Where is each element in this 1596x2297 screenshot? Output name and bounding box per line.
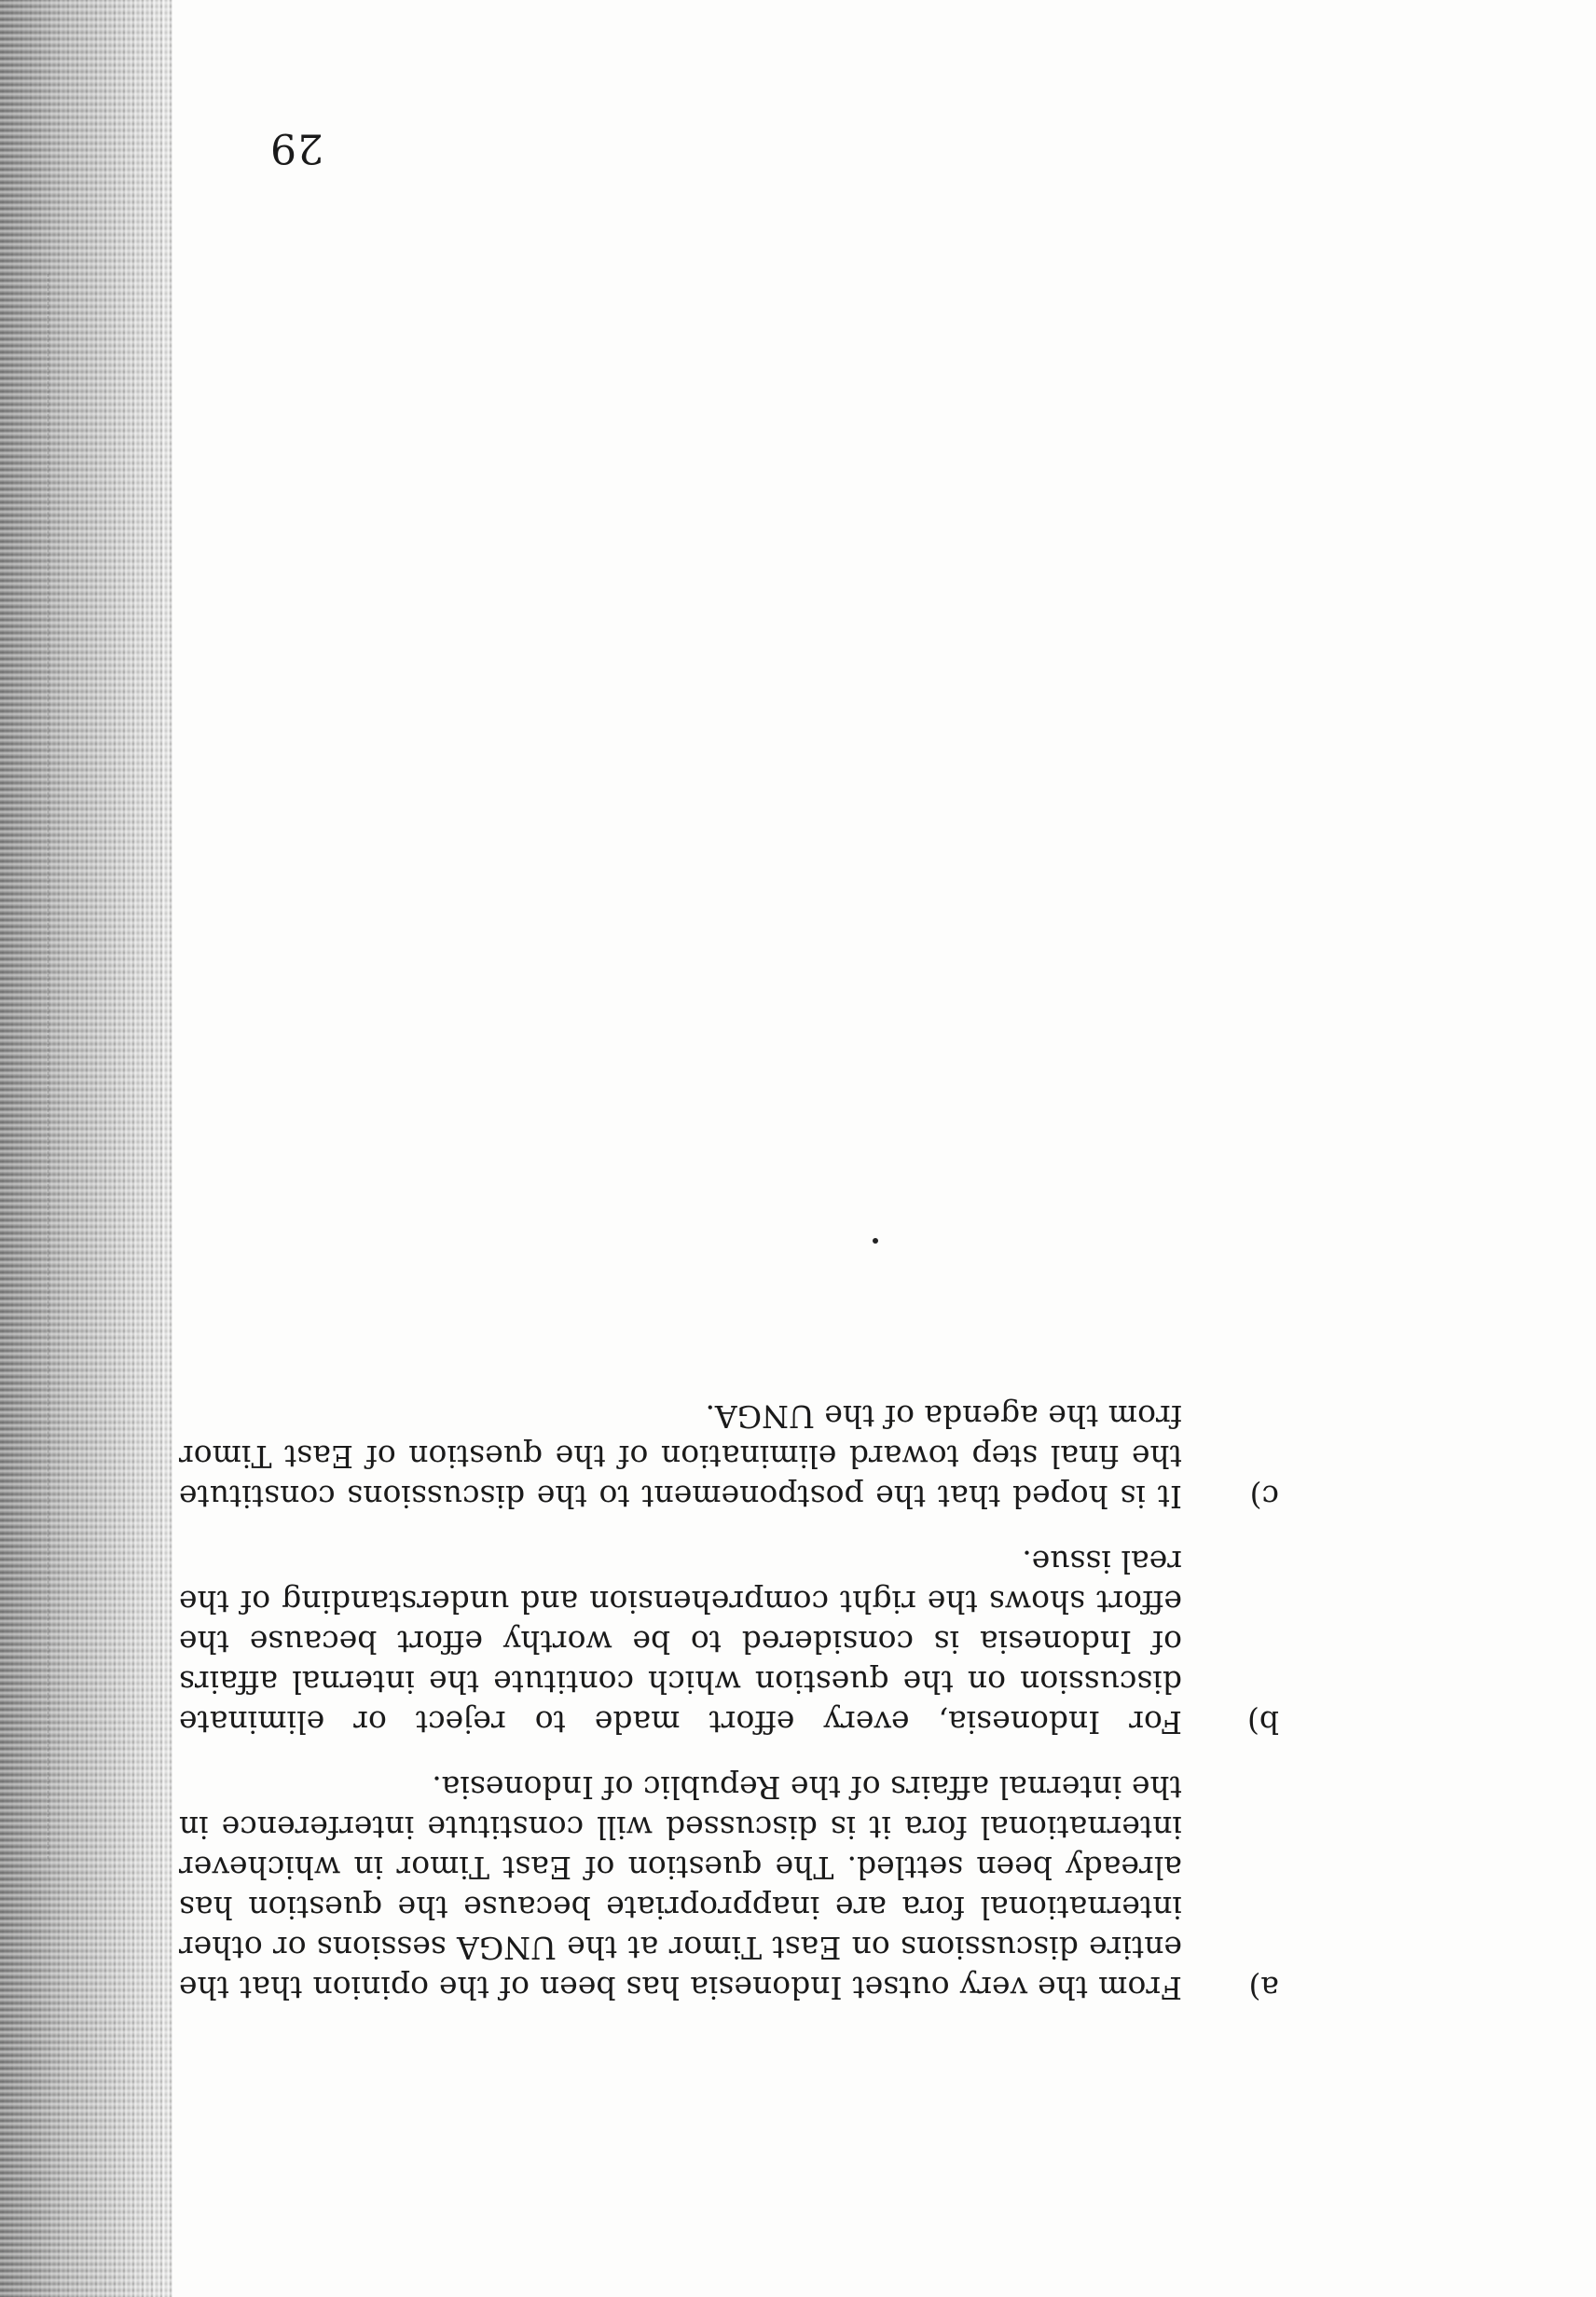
- page-number: 29: [269, 124, 323, 172]
- list-item-a: [179, 1767, 1279, 2008]
- list-marker: c): [1249, 1479, 1279, 1515]
- list-item-text: It is hoped that the postponement to the discussions constitute the final step toward elimination of the question of East Timor from the agenda of the UNGA.: [179, 1398, 1182, 1515]
- scanner-edge-shadow: [0, 0, 172, 2297]
- scan-speck: [873, 1238, 878, 1244]
- list-item-text: From the very outset Indonesia has been of the opinion that the entire discussions on East Timor at the UNGA sessions or other international fora are inappropriate because the question has already been settled. The question of East Timor in whichever international fora it is discussed will constitute interference in the internal affairs of the Republic of Indonesia.: [179, 1769, 1182, 2006]
- lettered-list: [179, 1371, 1279, 2008]
- list-item-text: For Indonesia, every effort made to reject or eliminate discussion on the question which contitute the internal affairs of Indonesia is considered to be worthy effort because the effort shows the right comprehension and understanding of the real issue.: [179, 1544, 1182, 1740]
- list-item-c: [179, 1396, 1279, 1517]
- list-marker: a): [1248, 1970, 1279, 2006]
- list-item-b: [179, 1542, 1279, 1742]
- list-marker: b): [1247, 1704, 1279, 1740]
